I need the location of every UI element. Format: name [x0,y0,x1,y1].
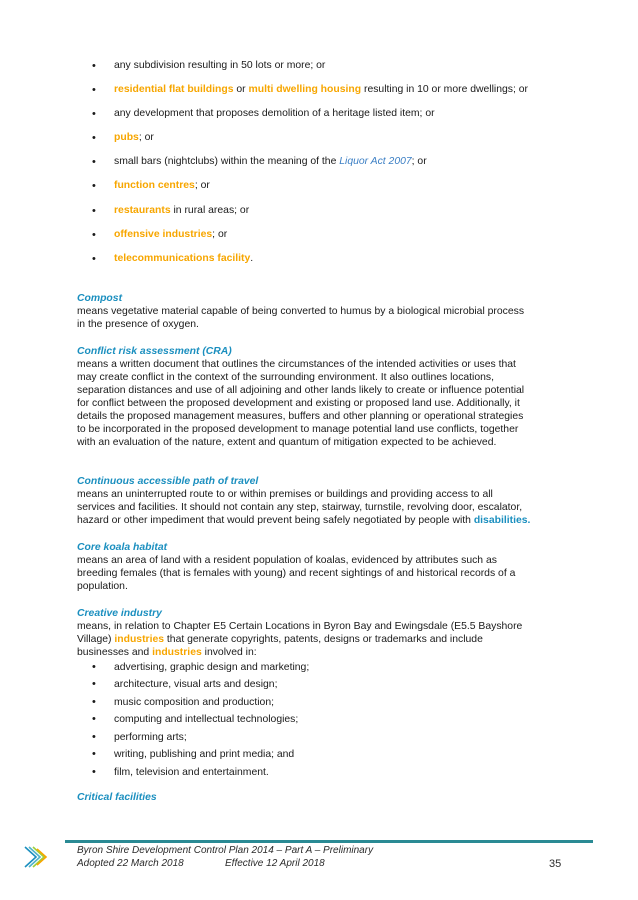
list-item-text: ; or [212,228,228,240]
definition-text: means an area of land with a resident population of koalas, evidenced by attributes such as breeding females (that is females with young) and recent sightings of and historical records of a population. [77,554,516,592]
list-item-text: resulting in 10 or more dwellings; or [361,84,528,96]
term-heading: Continuous accessible path of travel [77,475,259,487]
list-item-text: ; or [411,156,427,168]
list-item-text: small bars (nightclubs) within the meaning of the [114,156,340,168]
definition-text: means an uninterrupted route to or within premises or buildings and providing access to all services and facilities. It should not contain any step, stairway, turnstile, revolving door, escalator, hazard or other impediment that would prevent being safely negotiated by people with disabilities. [77,488,531,526]
list-item-text: any development that proposes demolition of a heritage listed item; or [114,108,435,120]
list-item [77,78,597,102]
list-item: • advertising, graphic design and marketing; [77,659,597,677]
defined-term-link[interactable]: function centres [114,180,195,192]
list-item [77,199,597,223]
act-reference: Liquor Act 2007 [339,156,412,168]
industries-link[interactable]: industries [152,646,202,658]
industries-link[interactable]: industries [114,633,165,645]
definition-text: means a written document that outlines the circumstances of the intended activities or uses that may create conflict in the context of the surrounding environment. It also outlines locations, separation distances and use of all adjoining and other lands likely to create or influence potential for conflict between the proposed development and existing or proposed land use. Additionally, it details the proposed management measures, buffers and other planning or operational strategies to be incorporated in the proposed development to manage potential land use conflicts, together with an evaluation of the nature, extent and quantum of mitigation expected to be achieved. [77,358,525,448]
term-heading: Core koala habitat [77,541,168,553]
list-item-text: in rural areas; or [170,204,250,216]
disabilities-link[interactable]: disabilities. [473,514,531,526]
defined-term-link[interactable]: multi dwelling housing [248,84,362,96]
creative-industry-list [77,659,597,782]
list-item: • architecture, visual arts and design; [77,676,597,694]
list-item [77,54,597,78]
list-item: • computing and intellectual technologies; [77,711,597,729]
footer-text [77,845,373,870]
term-heading: Critical facilities [77,792,157,804]
list-item-text: ; or [138,132,154,144]
footer-adopted: Adopted 22 March 2018 [77,857,184,869]
term-heading: Creative industry [77,607,162,619]
term-heading: Conflict risk assessment (CRA) [77,345,232,357]
definition-continuous-accessible-path [77,475,597,527]
definition-conflict-risk-assessment [77,345,597,449]
defined-term-link[interactable]: pubs [114,132,139,144]
defined-term-link[interactable]: telecommunications facility [114,252,251,264]
list-item [77,247,597,271]
intro-bullet-list [77,54,597,271]
list-item: • writing, publishing and print media; and [77,746,597,764]
page-number: 35 [549,858,562,870]
definition-text: means vegetative material capable of being converted to humus by a biological microbial process in the presence of oxygen. [77,305,525,330]
definition-core-koala-habitat [77,541,597,593]
list-item-text: ; or [194,180,210,192]
definition-critical-facilities [77,791,597,804]
list-item [77,223,597,247]
list-item-text: or [233,84,249,96]
defined-term-link[interactable]: residential flat buildings [114,84,234,96]
list-item-text: . [250,252,254,264]
definition-creative-industry [77,607,597,782]
page-content [77,54,597,804]
list-item-text: any subdivision resulting in 50 lots or more; or [114,60,326,71]
footer-divider [65,840,593,843]
definition-compost [77,292,597,331]
defined-term-link[interactable]: offensive industries [114,228,213,240]
footer-effective: Effective 12 April 2018 [225,857,325,869]
defined-term-link[interactable]: restaurants [114,204,171,216]
byron-shire-logo-icon [22,842,52,872]
list-item [77,102,597,126]
list-item: • music composition and production; [77,694,597,712]
definition-text: means, in relation to Chapter E5 Certain Locations in Byron Bay and Ewingsdale (E5.5 Bayshore Village) industries that generate copyrights, patents, designs or trademarks and include businesses and industries involved in: [77,620,523,658]
list-item: • performing arts; [77,729,597,747]
list-item [77,126,597,150]
footer-title: Byron Shire Development Control Plan 2014 – Part A – Preliminary [77,845,374,856]
term-heading: Compost [77,292,123,304]
list-item [77,150,597,174]
list-item: • film, television and entertainment. [77,764,597,782]
list-item [77,174,597,198]
